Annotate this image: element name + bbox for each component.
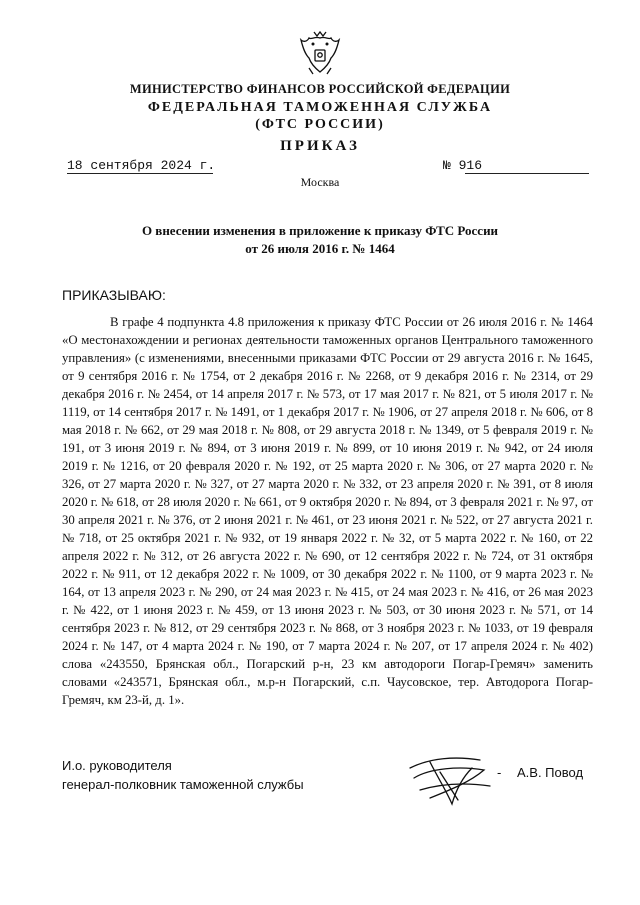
signature-dash: - xyxy=(497,765,502,780)
date-underline xyxy=(67,173,213,174)
signer-name: А.В. Повод xyxy=(517,765,584,780)
order-date: 18 сентября 2024 г. xyxy=(67,158,216,173)
handwritten-signature xyxy=(400,738,510,808)
body-paragraph xyxy=(62,313,593,709)
ministry-name: МИНИСТЕРСТВО ФИНАНСОВ РОССИЙСКОЙ ФЕДЕРАЦИИ xyxy=(129,82,511,96)
document-type: ПРИКАЗ xyxy=(280,138,360,154)
body-text: В графе 4 подпункта 4.8 приложения к приказу ФТС России от 26 июля 2016 г. № 1464 «О местонахождении и регионах деятельности таможенных органов Центрального таможенного управления» (с изменениями, внесенными приказами ФТС России от 29 августа 2016 г. № 1645, от 9 сентября 2016 г. № 1754, от 2 декабря 2016 г. № 2268, от 9 декабря 2016 г. № 2314, от 29 декабря 2016 г. № 2454, от 14 апреля 2017 г. № 573, от 17 мая 2017 г. № 821, от 5 июля 2017 г. № 1119, от 14 сентября 2017 г. № 1491, от 1 декабря 2017 г. № 1906, от 27 апреля 2018 г. № 606, от 8 мая 2018 г. № 662, от 29 мая 2018 г. № 808, от 29 августа 2018 г. № 1349, от 5 февраля 2019 г. № 191, от 3 июня 2019 г. № 894, от 3 июня 2019 г. № 899, от 10 июня 2019 г. № 942, от 24 июля 2019 г. № 1216, от 20 февраля 2020 г. № 192, от 25 марта 2020 г. № 306, от 27 марта 2020 г. № 326, от 27 марта 2020 г. № 327, от 27 марта 2020 г. № 332, от 23 апреля 2020 г. № 391, от 8 июля 2020 г. № 618, от 28 июля 2020 г. № 661, от 9 октября 2020 г. № 894, от 3 февраля 2021 г. № 97, от 30 апреля 2021 г. № 376, от 2 июня 2021 г. № 461, от 23 июня 2021 г. № 522, от 27 августа 2021 г. № 718, от 25 октября 2021 г. № 932, от 19 января 2022 г. № 32, от 5 марта 2022 г. № 160, от 22 апреля 2022 г. № 312, от 26 августа 2022 г. № 690, от 12 сентября 2022 г. № 724, от 31 октября 2022 г. № 911, от 12 декабря 2022 г. № 1009, от 30 декабря 2022 г. № 1100, от 9 марта 2023 г. № 164, от 13 апреля 2023 г. № 290, от 24 мая 2023 г. № 415, от 24 мая 2023 г. № 416, от 26 мая 2023 г. № 422, от 1 июня 2023 г. № 459, от 13 июня 2023 г. № 503, от 30 июня 2023 г. № 571, от 14 сентября 2023 г. № 812, от 29 сентября 2023 г. № 868, от 3 ноября 2023 г. № 1033, от 19 февраля 2024 г. № 147, от 4 марта 2024 г. № 190, от 7 марта 2024 г. № 207, от 17 апреля 2024 г. № 402) слова «243550, Брянская обл., Погарский р-н, 23 км автодороги Погар-Гремяч» заменить словами «243571, Брянская обл., м.р-н Погарский, с.п. Чаусовское, тер. Автодорога Погар-Гремяч, км 23-й, д. 1». xyxy=(62,315,593,707)
service-line-1: ФЕДЕРАЛЬНАЯ ТАМОЖЕННАЯ СЛУЖБА xyxy=(147,100,493,115)
signer-title-line-1: И.о. руководителя xyxy=(62,758,172,773)
subject-line-2: от 26 июля 2016 г. № 1464 xyxy=(245,241,395,256)
subject-line-1: О внесении изменения в приложение к приказу ФТС России xyxy=(141,223,499,238)
city: Москва xyxy=(300,175,340,189)
signer-title xyxy=(62,756,304,794)
coat-of-arms-icon xyxy=(297,28,343,78)
service-line-2: (ФТС РОССИИ) xyxy=(255,117,385,132)
service-name xyxy=(0,99,640,133)
order-number: № 916 xyxy=(443,158,483,173)
order-directive: ПРИКАЗЫВАЮ: xyxy=(62,287,166,303)
number-underline xyxy=(465,173,589,174)
document-subject xyxy=(80,222,560,258)
signer-title-line-2: генерал-полковник таможенной службы xyxy=(62,777,304,792)
